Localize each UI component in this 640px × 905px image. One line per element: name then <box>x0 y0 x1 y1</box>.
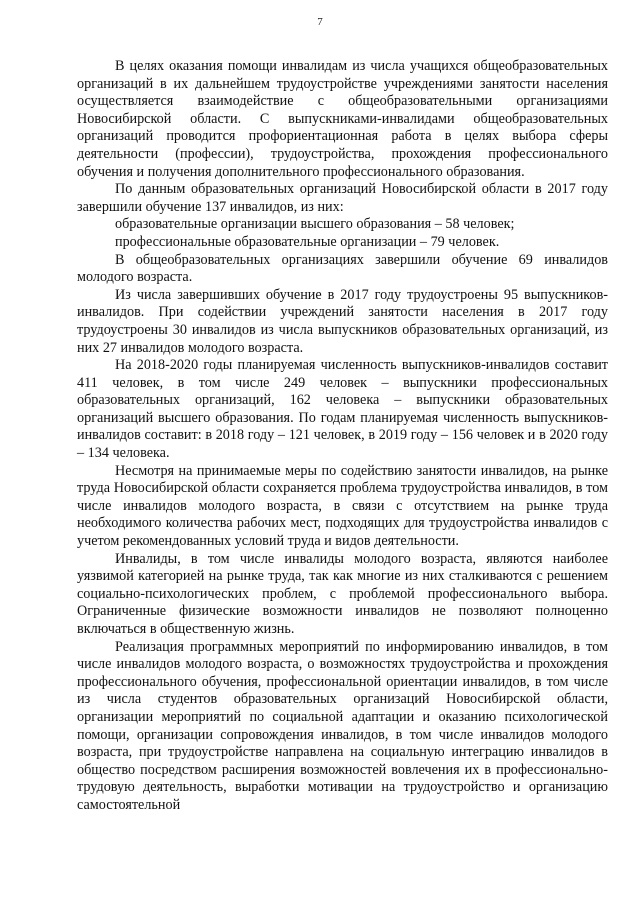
paragraph-program-measures: Реализация программных мероприятий по информированию инвалидов, в том числе инвалидов молодого возраста, о возможностях трудоустройства и прохождения профессионального обучения, профессиональной ориентации инвалидов, в том числе из числа студентов образовательных организаций Новосибирской области, организации мероприятий по социальной адаптации и оказанию психологической помощи, организации сопровождения инвалидов, в том числе инвалидов молодого возраста, при трудоустройстве направлена на социальную интеграцию инвалидов в общество посредством расширения возможностей вовлечения их в профессионально-трудовую деятельность, выработки мотивации на трудоустройство и организацию самостоятельной <box>77 638 608 813</box>
document-body <box>77 58 608 815</box>
list-item-higher-education: образовательные организации высшего образования – 58 человек; <box>115 216 515 233</box>
paragraph-vulnerable: Инвалиды, в том числе инвалиды молодого возраста, являются наиболее уязвимой категорией на рынке труда, так как многие из них сталкиваются с решением социально-психологических проблем, с проблемой профессионального выбора. Ограниченные физические возможности инвалидов не позволяют полноценно включаться в общественную жизнь. <box>77 550 608 637</box>
paragraph-problem: Несмотря на принимаемые меры по содействию занятости инвалидов, на рынке труда Новосибирской области сохраняется проблема трудоустройства инвалидов, в том числе инвалидов молодого возраста, в связи с отсутствием на рынке труда необходимого количества рабочих мест, подходящих для трудоустройства инвалидов с учетом рекомендованных условий труда и видов деятельности. <box>77 462 608 550</box>
page-number: 7 <box>317 16 323 28</box>
paragraph-graduates-2017: По данным образовательных организаций Новосибирской области в 2017 году завершили обучение 137 инвалидов, из них: <box>77 181 608 215</box>
paragraph-cooperation: В целях оказания помощи инвалидам из числа учащихся общеобразовательных организаций в их дальнейшем трудоустройстве учреждениями занятости населения осуществляется взаимодействие с общеобразовательными организациями Новосибирской области. С выпускниками-инвалидами общеобразовательных организаций проводится профориентационная работа в целях выбора сферы деятельности (профессии), трудоустройства, прохождения профессионального обучения и получения дополнительного профессионального образования. <box>77 58 608 180</box>
paragraph-plan-2018-2020: На 2018-2020 годы планируемая численность выпускников-инвалидов составит 411 человек, в том числе 249 человек – выпускники профессиональных образовательных организаций, 162 человека – выпускники образовательных организаций высшего образования. По годам планируемая численность выпускников-инвалидов составит: в 2018 году – 121 человек, в 2019 году – 156 человек и в 2020 году – 134 человека. <box>77 357 608 462</box>
list-item-professional-education: профессиональные образовательные организации – 79 человек. <box>115 233 500 250</box>
paragraph-general-education: В общеобразовательных организациях завершили обучение 69 инвалидов молодого возраста. <box>77 251 608 286</box>
paragraph-employed: Из числа завершивших обучение в 2017 году трудоустроены 95 выпускников-инвалидов. При содействии учреждений занятости населения в 2017 году трудоустроены 30 инвалидов из числа выпускников образовательных организаций, из них 27 инвалидов молодого возраста. <box>77 286 608 356</box>
